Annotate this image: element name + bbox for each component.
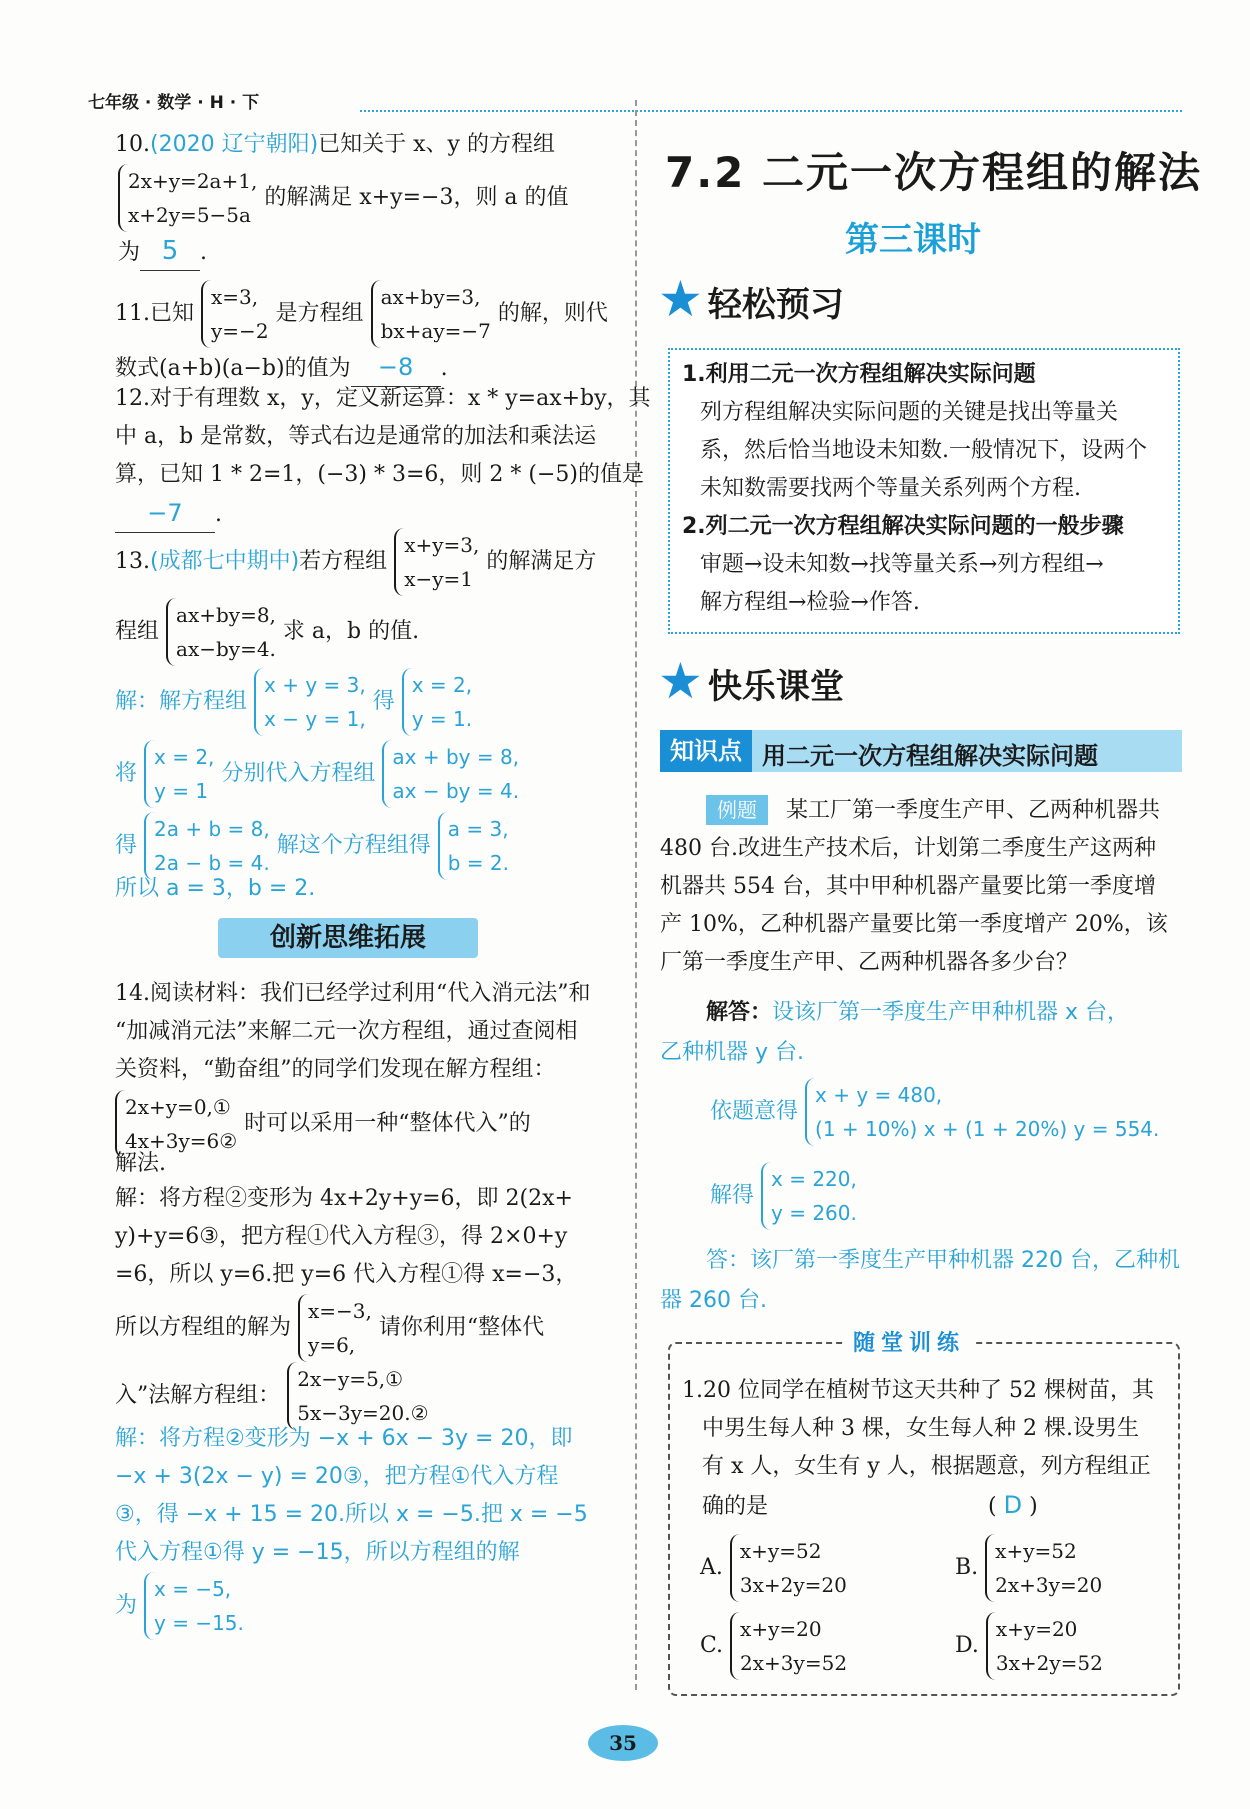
q10-condition: 的解满足 x+y=−3，则 a 的值 — [264, 185, 569, 210]
example-equations: 依题意得 x + y = 480, (1 + 10%) x + (1 + 20%) y = 554. — [710, 1078, 1159, 1146]
q11-system-brace: ax+by=3, bx+ay=−7 — [371, 280, 491, 348]
header-rule — [360, 110, 1182, 112]
option-a: A. x+y=52 3x+2y=20 — [700, 1534, 847, 1602]
q14-solution-pair: 所以方程组的解为 x=−3, y=6, 请你利用“整体代 — [115, 1294, 544, 1362]
practice-q1-answer: D — [1003, 1491, 1023, 1519]
option-d: D. x+y=20 3x+2y=52 — [955, 1612, 1103, 1680]
practice-tag: 随堂训练 — [845, 1326, 973, 1357]
q11-line2: 数式(a+b)(a−b)的值为 −8 . — [115, 348, 448, 388]
example-final-2: 器 260 台. — [660, 1288, 767, 1313]
lesson-subtitle: 第三课时 — [845, 220, 981, 260]
q10-text: 已知关于 x、y 的方程组 — [318, 132, 555, 157]
practice-question-1: 1.20 位同学在植树节这天共种了 52 棵树苗，其 中男生每人种 3 棵，女生每人种 2 棵.设男生 有 x 人，女生有 y 人，根据题意，列方程组正 确的是 ( D ) — [682, 1378, 1154, 1519]
q14-reading-solution: 解：将方程②变形为 4x+2y+y=6，即 2(2x+ y)+y=6③，把方程①代入方程③，得 2×0+y =6，所以 y=6.把 y=6 代入方程①得 x=−3， — [115, 1186, 578, 1287]
question-11: 11.已知 x=3, y=−2 是方程组 ax+by=3, bx+ay=−7 的解，则代 — [115, 280, 608, 348]
section-title: 7.2 二元一次方程组的解法 — [665, 148, 1203, 197]
q11-solution-brace: x=3, y=−2 — [201, 280, 269, 348]
q13-solution-1: 解：解方程组 x + y = 3, x − y = 1, 得 x = 2, y = 1. — [115, 668, 472, 736]
example-tag: 例题 — [706, 795, 768, 825]
q14-task: 入”法解方程组： 2x−y=5,① 5x−3y=20.② — [115, 1362, 429, 1430]
q10-answer: 5 — [140, 232, 200, 271]
example-text: 某工厂第一季度生产甲、乙两种机器共 480 台.改进生产技术后，计划第二季度生产这两种 机器共 554 台，其中甲种机器产量要比第一季度增 产 10%，乙种机器产量要比第一季度增产 20%，该 厂第一季度生产甲、乙两种机器各多少台？ — [660, 798, 1168, 975]
column-divider — [635, 100, 637, 1690]
q14-line5: 解法. — [115, 1151, 166, 1176]
q13-line2: 程组 ax+by=8, ax−by=4. 求 a，b 的值. — [115, 598, 419, 666]
q11-answer: −8 — [351, 348, 441, 387]
q12-answer: −7 — [115, 494, 215, 533]
option-c: C. x+y=20 2x+3y=52 — [700, 1612, 847, 1680]
q13-solution-conclusion: 所以 a = 3，b = 2. — [115, 876, 316, 901]
running-header: 七年级 · 数学 · H · 下 — [88, 93, 260, 113]
star-icon: ★ — [658, 652, 703, 710]
q10-system — [118, 164, 569, 232]
question-10 — [115, 126, 555, 164]
example-answer-2: 乙种机器 y 台. — [660, 1040, 804, 1065]
classroom-heading: ★ 快乐课堂 — [658, 652, 844, 710]
q10-answer-line: 为 5 . — [118, 232, 207, 272]
page-number: 35 — [588, 1725, 658, 1761]
example-answer-1: 解答：设该厂第一季度生产甲种机器 x 台， — [706, 1000, 1130, 1025]
star-icon: ★ — [658, 270, 703, 328]
example-final-1: 答：该厂第一季度生产甲种机器 220 台，乙种机 — [706, 1248, 1180, 1273]
question-12: 12.对于有理数 x，y，定义新运算：x * y=ax+by，其 中 a，b 是常数，等式右边是通常的加法和乘法运 算，已知 1 * 2=1，(−3) * 3=6，则 2 * (−5)的值是 −7 . — [115, 380, 651, 534]
q14-system: 2x+y=0,① 4x+3y=6② 时可以采用一种“整体代入”的 — [115, 1090, 531, 1158]
q10-source: (2020 辽宁朝阳) — [150, 132, 319, 157]
q14-answer-final: 为 x = −5, y = −15. — [115, 1572, 244, 1640]
q13-source: (成都七中期中) — [150, 549, 300, 574]
q14-answer-solution: 解：将方程②变形为 −x + 6x − 3y = 20，即 −x + 3(2x − y) = 20③，把方程①代入方程 ③，得 −x + 15 = 20.所以 x = −5.把 x = −5 代入方程①得 y = −15，所以方程组的解 — [115, 1426, 588, 1565]
q10-number: 10. — [115, 132, 150, 157]
preview-content: 1.利用二元一次方程组解决实际问题 列方程组解决实际问题的关键是找出等量关 系，然后恰当地设未知数.一般情况下，设两个 未知数需要找两个等量关系列两个方程. 2.列二元一次方程组解决实际问题的一般步骤 审题→设未知数→找等量关系→列方程组→ 解方程组→检验→作答. — [682, 362, 1147, 615]
q13-solution-3: 得 2a + b = 8, 2a − b = 4. 解这个方程组得 a = 3, b = 2. — [115, 812, 509, 880]
question-13: 13.(成都七中期中)若方程组 x+y=3, x−y=1 的解满足方 — [115, 528, 596, 596]
preview-heading: ★ 轻松预习 — [658, 270, 844, 328]
option-b: B. x+y=52 2x+3y=20 — [955, 1534, 1102, 1602]
innovation-section-title: 创新思维拓展 — [218, 918, 478, 958]
example-solution: 解得 x = 220, y = 260. — [710, 1162, 857, 1230]
q13-solution-2: 将 x = 2, y = 1 分别代入方程组 ax + by = 8, ax − by = 4. — [115, 740, 519, 808]
question-14: 14.阅读材料：我们已经学过利用“代入消元法”和 “加减消元法”来解二元一次方程组，通过查阅相 关资料，“勤奋组”的同学们发现在解方程组： — [115, 981, 591, 1082]
knowledge-point-tag: 知识点 — [660, 730, 752, 772]
knowledge-point-title: 用二元一次方程组解决实际问题 — [762, 742, 1098, 770]
q10-brace: 2x+y=2a+1, x+2y=5−5a — [118, 164, 257, 232]
